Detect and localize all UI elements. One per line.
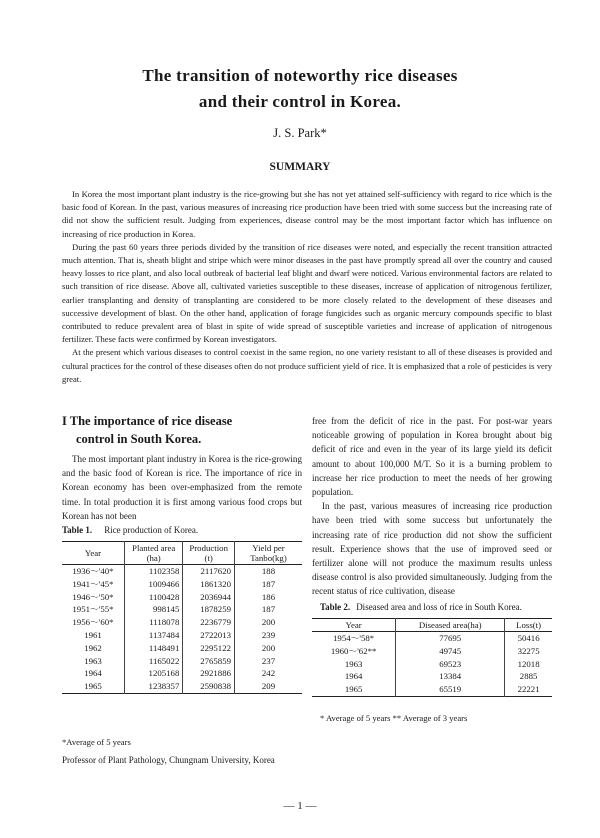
table1-row <box>62 629 302 642</box>
table2-cell: 13384 <box>396 670 505 683</box>
section-heading-line-2: control in South Korea. <box>76 432 202 446</box>
table1-label: Table 1. <box>62 525 93 535</box>
table1-cell: 237 <box>235 655 303 668</box>
table2-cell: 65519 <box>396 683 505 696</box>
summary-paragraph: At the present which various diseases to control coexist in the same region, no one variety resistant to all of these diseases is provided and cultural practices for the control of these diseases often do not produce sufficient yield of rice. It is emphasized that a role of pesticides is very great. <box>62 347 552 384</box>
table1-cell: 1148491 <box>125 642 183 655</box>
table1-header: Year <box>84 548 102 558</box>
table1-row <box>62 603 302 616</box>
affiliation: Professor of Plant Pathology, Chungnam University, Korea <box>62 755 275 765</box>
table1-caption <box>62 525 198 535</box>
table1-cell: 1964 <box>84 668 102 679</box>
table1-cell: 187 <box>235 578 303 591</box>
table2-cell: 1963 <box>344 658 363 669</box>
table1-caption-text: Rice production of Korea. <box>104 525 199 535</box>
table1-cell: 1965 <box>84 681 102 692</box>
table1-cell: 1946～'50* <box>72 591 114 602</box>
table1-cell: 1963 <box>84 655 102 666</box>
table2-cell: 49745 <box>396 645 505 658</box>
table1-cell: 1861320 <box>183 578 235 591</box>
table2 <box>312 618 552 697</box>
table1-cell: 209 <box>235 680 303 693</box>
table1-cell: 1941～'45* <box>72 578 114 589</box>
table1-row <box>62 591 302 604</box>
table2-footnote: * Average of 5 years ** Average of 3 years <box>320 713 468 723</box>
table1-header: Planted area (ha) <box>125 542 183 565</box>
table2-row <box>312 683 552 696</box>
table1-cell: 1118078 <box>125 616 183 629</box>
table2-header: Diseased area(ha) <box>396 619 505 632</box>
body-paragraph: In the past, various measures of increasing rice production have been tried with some success but unfortunately the increasing rate of rice production did not show the sufficient result. Experience shows that the use of improved seed or fertilizer alone will not produce the maximum results unless disease control is also provided simultaneously. Judging from the recent status of rice cultivation, disease <box>312 501 552 597</box>
table2-row <box>312 670 552 683</box>
table1-cell: 1165022 <box>125 655 183 668</box>
table2-cell: 12018 <box>505 658 552 671</box>
table1-cell: 186 <box>235 591 303 604</box>
table1-cell: 1102358 <box>125 565 183 578</box>
table1-cell: 187 <box>235 603 303 616</box>
table1-row <box>62 616 302 629</box>
table2-label: Table 2. <box>320 602 351 612</box>
table2-cell: 1954～'58* <box>333 633 375 643</box>
table1-cell: 2921886 <box>183 667 235 680</box>
table1-row <box>62 655 302 668</box>
summary-text <box>62 188 552 386</box>
table1 <box>62 541 302 694</box>
table1-cell: 2236779 <box>183 616 235 629</box>
author: J. S. Park* <box>273 126 327 140</box>
table1-cell: 1100428 <box>125 591 183 604</box>
table1-row <box>62 578 302 591</box>
right-column-text <box>312 414 552 599</box>
table2-row <box>312 632 552 645</box>
table1-cell: 239 <box>235 629 303 642</box>
table2-cell: 1964 <box>344 671 363 682</box>
table1-row <box>62 667 302 680</box>
table1-row <box>62 642 302 655</box>
table2-cell: 32275 <box>505 645 552 658</box>
table1-cell: 1137484 <box>125 629 183 642</box>
page-number: — 1 — <box>283 800 317 812</box>
table2-cell: 1965 <box>344 684 363 695</box>
section-heading-line-1: I The importance of rice disease <box>62 414 233 428</box>
table2-cell: 69523 <box>396 658 505 671</box>
table1-cell: 2765859 <box>183 655 235 668</box>
table1-cell: 1936～'40* <box>72 566 114 576</box>
table1-cell: 1951～'55* <box>72 604 114 615</box>
table1-cell: 2117620 <box>183 565 235 578</box>
table2-cell: 77695 <box>396 632 505 645</box>
table1-header: Production (t) <box>183 542 235 565</box>
table1-row <box>62 565 302 578</box>
table1-cell: 1238357 <box>125 680 183 693</box>
table1-footnote: *Average of 5 years <box>62 737 131 747</box>
table1-cell: 242 <box>235 667 303 680</box>
table1-cell: 1961 <box>84 629 102 640</box>
table2-cell: 50416 <box>505 632 552 645</box>
table1-cell: 2036944 <box>183 591 235 604</box>
table1-cell: 1962 <box>84 642 102 653</box>
table2-row <box>312 645 552 658</box>
body-paragraph: The most important plant industry in Korea is the rice-growing and the basic food of Korean is rice. The importance of rice in Korean economy has been over-emphasized from the remote time. In total production it is first among various food crops but Korean has not been <box>62 454 302 521</box>
table1-header: Yield per Tanbo(kg) <box>235 542 303 565</box>
table1-cell: 2590838 <box>183 680 235 693</box>
table1-cell: 2295122 <box>183 642 235 655</box>
table1-cell: 1878259 <box>183 603 235 616</box>
summary-paragraph: In Korea the most important plant industry is the rice-growing but she has not yet attained self-sufficiency with regard to rice which is the basic food of Korean. In the past, various measures of increasing rice production have been tried with some success but the increasing rate of did not show the sufficient result. Judging from experiences, disease control may be the most important factor which has influence on increasing of rice production in Korea. <box>62 189 552 239</box>
table1-cell: 200 <box>235 642 303 655</box>
title-line-1: The transition of noteworthy rice diseases <box>142 66 458 85</box>
summary-heading: SUMMARY <box>269 161 331 173</box>
section-heading <box>62 412 302 448</box>
table1-cell: 188 <box>235 565 303 578</box>
table1-header-row <box>62 542 302 565</box>
table2-caption-text: Diseased area and loss of rice in South Korea. <box>356 602 522 612</box>
left-column-text <box>62 452 302 523</box>
table2-header-row <box>312 619 552 632</box>
table2-caption <box>320 602 522 612</box>
table1-cell: 200 <box>235 616 303 629</box>
table1-cell: 1009466 <box>125 578 183 591</box>
table1-row <box>62 680 302 693</box>
table2-header: Year <box>345 620 362 630</box>
table2-cell: 2885 <box>505 670 552 683</box>
table1-cell: 1956～'60* <box>72 617 114 628</box>
table2-cell: 22221 <box>505 683 552 696</box>
summary-paragraph: During the past 60 years three periods divided by the transition of rice diseases were noted, and especially the recent transition attracted much attention. That is, sheath blight and stripe which were minor diseases in the past have promptly spread all over the country and caused heavy losses to rice plant, and also local outbreak of bacterial leaf blight and dwarf were noticed. Various environmental factors are related to such transition of rice disease. Above all, cultivated varieties susceptible to these diseases, increase of application of nitrogenous fertilizer, earlier transplanting and density of transplanting are considered to be more closely related to the development of these diseases and successive development of blast. On the other hand, application of forage fungicides such as organic mercury compounds specific to blast contributed to reduce prevalent area of blast in spite of wide spread of susceptible varieties and increase of application of nitrogenous fertilizer. These facts were confirmed by Korean investigators. <box>62 241 552 345</box>
table2-row <box>312 658 552 671</box>
title-line-2: and their control in Korea. <box>198 92 402 111</box>
body-paragraph: free from the deficit of rice in the past. For post-war years noticeable growing of population in Korea brought about big deficit of rice and even in the year of its large yield its deficit amount to about 100,000 M/T. So it is a burning problem to increase her rice production to meet the needs of her growing population. <box>312 416 552 498</box>
table2-header: Loss(t) <box>505 619 552 632</box>
table1-cell: 998145 <box>125 603 183 616</box>
table1-cell: 2722013 <box>183 629 235 642</box>
table1-cell: 1205168 <box>125 667 183 680</box>
table2-cell: 1960～'62** <box>330 645 377 656</box>
